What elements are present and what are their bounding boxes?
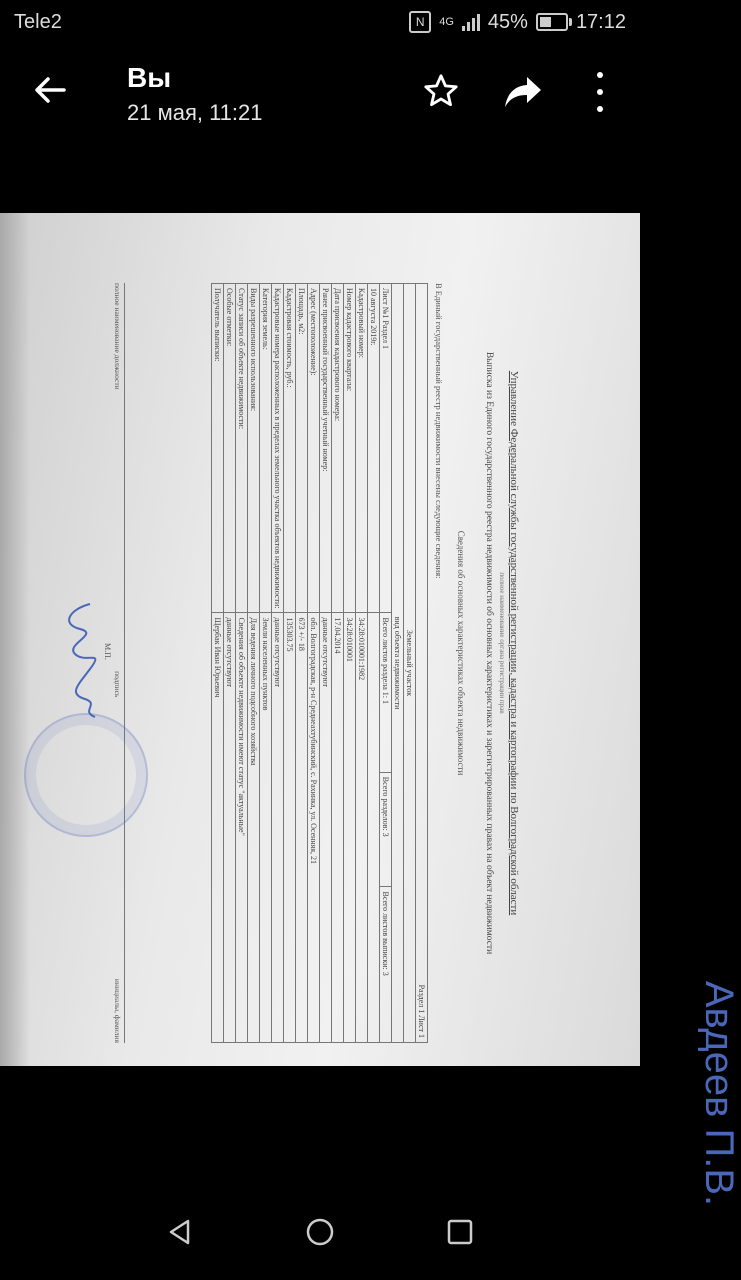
doc-footer-signature: подпись (113, 671, 122, 698)
photo-edge-shadow (0, 213, 30, 1066)
doc-row-value: обл. Волгоградская, р-н Среднеахтубинский, с. Рахинка, ул. Осенняя, 21 (308, 613, 320, 1043)
status-bar (0, 0, 640, 44)
nfc-icon: N (409, 11, 431, 33)
attached-photo[interactable] (0, 213, 741, 1207)
doc-footer-mp: М.П. (103, 643, 112, 660)
doc-date: 10 августа 2019г. (368, 284, 380, 613)
viewer-header (0, 44, 640, 140)
doc-row-label: Кадастровые номера расположенных в пределах земельного участка объектов недвижимости: (272, 284, 284, 613)
doc-row (320, 284, 332, 1043)
doc-row-value: Для ведения личного подсобного хозяйства (248, 613, 260, 1043)
doc-row-label: Кадастровая стоимость, руб.: (284, 284, 296, 613)
doc-row-label: Номер кадастрового квартала: (344, 284, 356, 613)
network-type: 4G (439, 16, 454, 28)
star-icon[interactable] (422, 72, 460, 110)
doc-row-value: данные отсутствуют (224, 613, 236, 1043)
doc-row (236, 284, 248, 1043)
sender-title: Вы (127, 62, 172, 93)
clock: 17:12 (575, 10, 626, 33)
doc-footer-initials: инициалы, фамилия (113, 978, 122, 1043)
doc-row (284, 284, 296, 1043)
back-arrow-icon[interactable] (30, 70, 70, 110)
doc-row-value: данные отсутствуют (320, 613, 332, 1043)
doc-row-label: Виды разрешенного использования: (248, 284, 260, 613)
doc-section-sheet: Раздел 1 Лист 1 (416, 284, 428, 1043)
doc-row-value: данные отсутствуют (272, 613, 284, 1043)
signal-icon (462, 13, 480, 31)
doc-section-title: Сведения об основных характеристиках объекта недвижимости (456, 530, 466, 776)
message-datetime: 21 мая, 11:21 (127, 100, 263, 125)
doc-row-value: Щербак Иван Юрьевич (212, 613, 224, 1043)
doc-row-label: Дата присвоения кадастрового номера: (332, 284, 344, 613)
doc-row (344, 284, 356, 1043)
more-options-icon[interactable] (588, 72, 612, 112)
doc-row-label: Кадастровый номер: (356, 284, 368, 613)
doc-row-value: 17.04.2014 (332, 613, 344, 1043)
forward-icon[interactable] (503, 74, 543, 110)
doc-object-type: Земельный участок (404, 284, 416, 1043)
doc-row-value: 673 +/- 18 (296, 613, 308, 1043)
doc-agency-caption: полное наименование органа регистрации прав (498, 572, 506, 714)
doc-row (260, 284, 272, 1043)
nav-recent-apps-icon[interactable] (445, 1217, 475, 1247)
doc-row-label: Получатель выписки: (212, 284, 224, 613)
doc-row (224, 284, 236, 1043)
nav-home-icon[interactable] (305, 1217, 335, 1247)
carrier-label: Tele2 (14, 10, 62, 33)
doc-sections-total: Всего разделов: 3 (380, 772, 392, 887)
battery-icon (536, 13, 568, 31)
doc-row-value: 34:28:010001:1982 (356, 613, 368, 1043)
doc-row (272, 284, 284, 1043)
status-icons (409, 11, 626, 34)
doc-row-label: Адрес (местоположение): (308, 284, 320, 613)
doc-row (248, 284, 260, 1043)
doc-row-label: Ранее присвоенный государственный учетный номер: (320, 284, 332, 613)
doc-sheets-in-extract: Всего листов выписки: 3 (380, 887, 392, 1043)
doc-row-value: 34:28:010001 (344, 613, 356, 1043)
doc-row-label: Особые отметки: (224, 284, 236, 613)
document-extract (100, 253, 520, 1053)
doc-row-label: Площадь, м2: (296, 284, 308, 613)
doc-row (308, 284, 320, 1043)
handwritten-signature-icon (50, 599, 120, 719)
doc-row-label: Статус записи об объекте недвижимости: (236, 284, 248, 613)
doc-row (296, 284, 308, 1043)
doc-footer-position: полное наименование должности (113, 283, 122, 390)
doc-object-type-caption: вид объекта недвижимости (392, 284, 404, 1043)
doc-agency: Управление Федеральной службы государственной регистрации, кадастра и картографии по Волгоградской области (508, 370, 520, 916)
doc-row-value: Сведения об объекте недвижимости имеют статус "актуальные" (236, 613, 248, 1043)
doc-rows (212, 284, 368, 1043)
doc-row-value: Земли населенных пунктов (260, 613, 272, 1043)
doc-row (356, 284, 368, 1043)
official-stamp-icon (24, 713, 148, 837)
doc-table (211, 283, 428, 1043)
doc-sheets-in-section: Всего листов раздела 1: 1 (380, 613, 392, 772)
doc-row (212, 284, 224, 1043)
doc-row (332, 284, 344, 1043)
battery-percent: 45% (487, 10, 528, 33)
nav-back-icon[interactable] (165, 1217, 195, 1247)
handwritten-signer-name: Авдеев П.В. (697, 980, 741, 1207)
system-nav-bar (0, 1184, 640, 1280)
doc-row-value: 135303.75 (284, 613, 296, 1043)
doc-row-label: Категория земель: (260, 284, 272, 613)
doc-sheet: Лист №1 Раздел 1 (380, 284, 392, 613)
doc-registry-note: В Единый государственный реестр недвижимости внесены следующие сведения: (434, 283, 444, 579)
doc-title: Выписка из Единого государственного реестра недвижимости об основных характеристиках и зарегистрированных правах на объект недвижимости (484, 351, 494, 955)
